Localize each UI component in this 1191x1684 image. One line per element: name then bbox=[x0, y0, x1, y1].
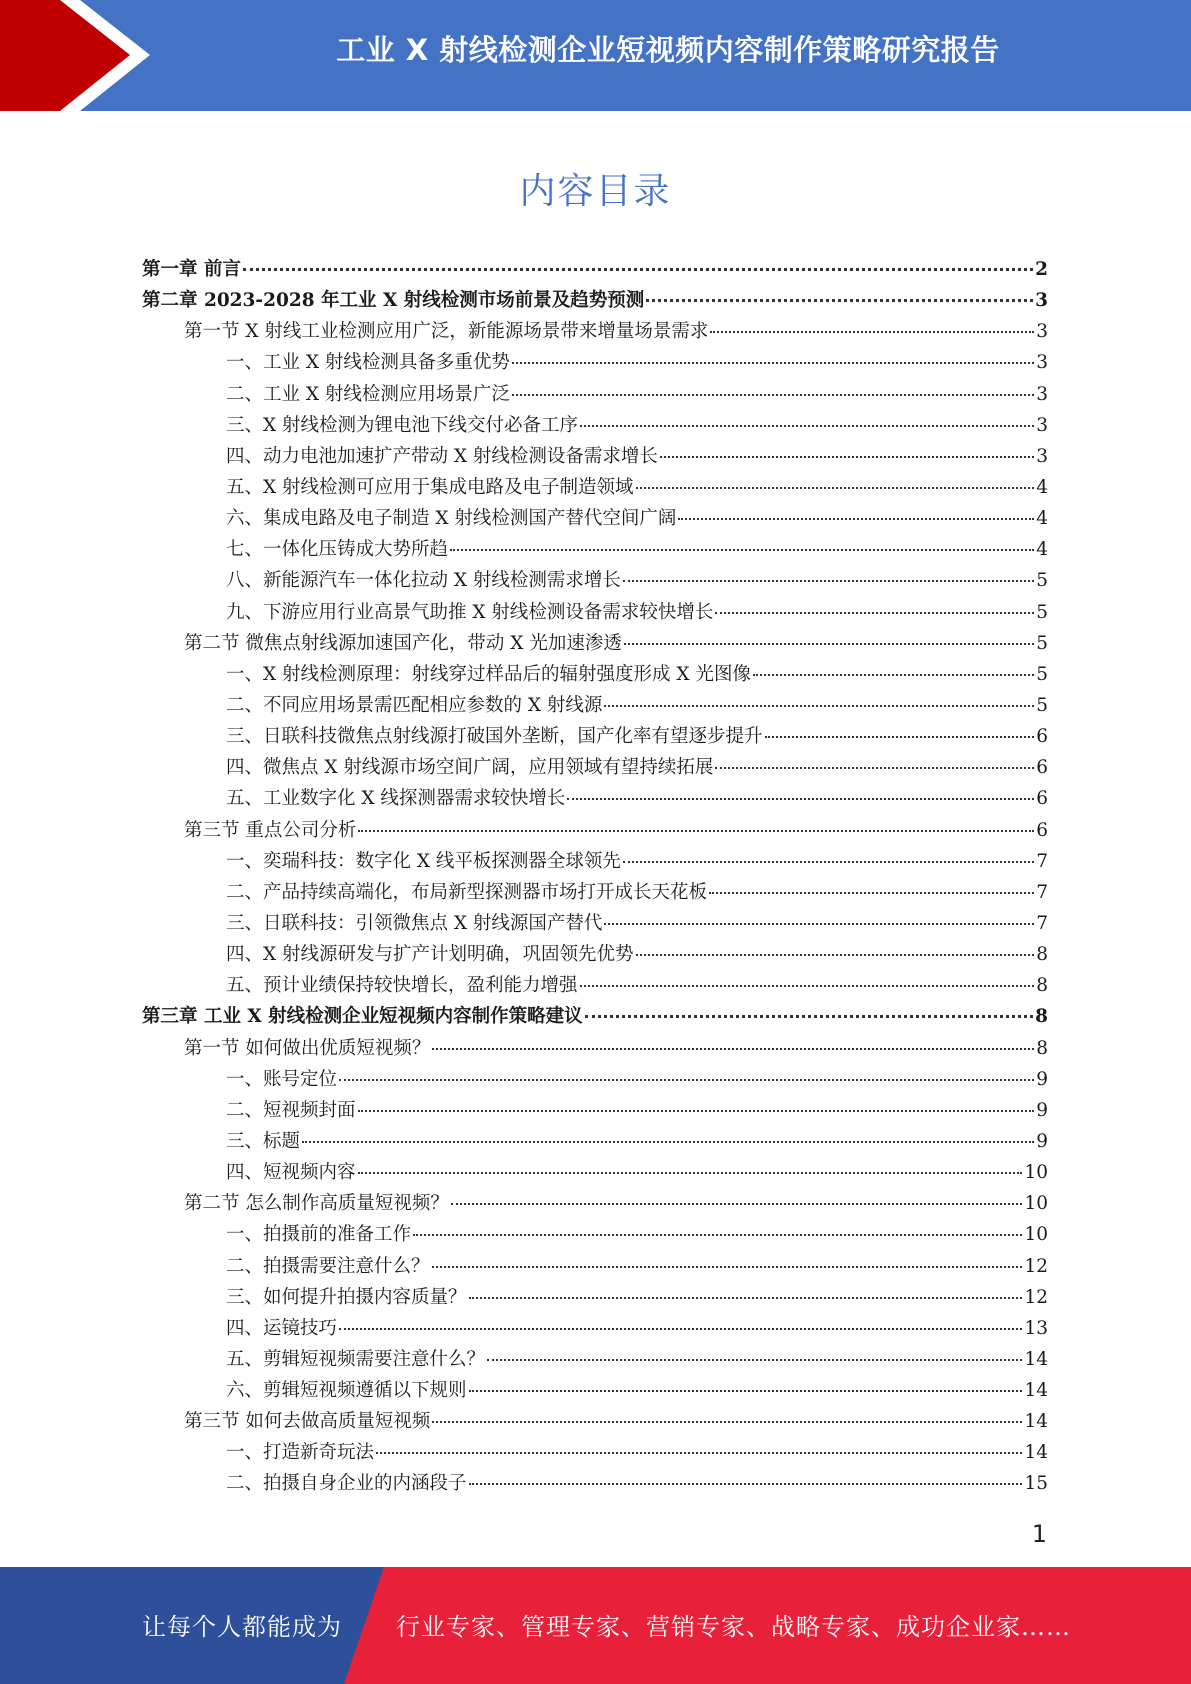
toc-entry-label: 第二节 怎么制作高质量短视频？ bbox=[184, 1193, 449, 1215]
toc-entry-label: 三、如何提升拍摄内容质量？ bbox=[226, 1286, 467, 1308]
toc-entry-page: 15 bbox=[1024, 1473, 1048, 1495]
toc-entry[interactable] bbox=[142, 752, 1048, 783]
toc-entry-page: 7 bbox=[1036, 912, 1048, 934]
toc-entry-page: 9 bbox=[1036, 1068, 1048, 1090]
toc-dot-leader bbox=[710, 331, 1034, 333]
toc-entry-page: 3 bbox=[1035, 290, 1048, 312]
footer-slogan-right: 行业专家、管理专家、营销专家、战略专家、成功企业家…… bbox=[396, 1613, 1071, 1641]
toc-entry[interactable] bbox=[142, 1313, 1048, 1344]
toc-entry-page: 13 bbox=[1024, 1317, 1048, 1339]
toc-entry[interactable] bbox=[142, 410, 1048, 441]
toc-entry[interactable] bbox=[142, 783, 1048, 814]
toc-entry-page: 3 bbox=[1036, 321, 1048, 343]
toc-entry[interactable] bbox=[142, 503, 1048, 534]
toc-entry[interactable] bbox=[142, 347, 1048, 378]
footer-slogan-left: 让每个人都能成为 bbox=[142, 1613, 342, 1641]
toc-entry-label: 五、X 射线检测可应用于集成电路及电子制造领域 bbox=[226, 476, 634, 498]
toc-dot-leader bbox=[623, 580, 1034, 582]
toc-entry-page: 12 bbox=[1024, 1286, 1048, 1308]
toc-entry[interactable] bbox=[142, 285, 1048, 316]
toc-entry-label: 七、一体化压铸成大势所趋 bbox=[226, 539, 449, 561]
toc-entry-label: 二、工业 X 射线检测应用场景广泛 bbox=[226, 383, 510, 405]
toc-entry[interactable] bbox=[142, 254, 1048, 285]
toc-dot-leader bbox=[243, 268, 1033, 271]
page-number: 1 bbox=[1031, 1520, 1047, 1548]
toc-entry-label: 第三节 重点公司分析 bbox=[184, 819, 357, 841]
toc-dot-leader bbox=[585, 1015, 1033, 1018]
toc-entry-page: 3 bbox=[1036, 352, 1048, 374]
toc-entry[interactable] bbox=[142, 1406, 1048, 1437]
toc-entry-page: 6 bbox=[1036, 788, 1048, 810]
toc-dot-leader bbox=[358, 1172, 1023, 1174]
toc-entry-page: 6 bbox=[1036, 757, 1048, 779]
toc-entry-page: 3 bbox=[1036, 414, 1048, 436]
toc-entry[interactable] bbox=[142, 1344, 1048, 1375]
toc-entry-label: 五、工业数字化 X 线探测器需求较快增长 bbox=[226, 788, 566, 810]
toc-dot-leader bbox=[623, 861, 1034, 863]
toc-entry[interactable] bbox=[142, 970, 1048, 1001]
toc-entry-page: 5 bbox=[1036, 601, 1048, 623]
toc-entry-label: 一、工业 X 射线检测具备多重优势 bbox=[226, 352, 510, 374]
toc-entry[interactable] bbox=[142, 1064, 1048, 1095]
toc-dot-leader bbox=[604, 923, 1034, 925]
toc-entry-label: 第二节 微焦点射线源加速国产化，带动 X 光加速渗透 bbox=[184, 632, 622, 654]
toc-entry-page: 6 bbox=[1036, 726, 1048, 748]
toc-entry[interactable] bbox=[142, 316, 1048, 347]
toc-entry[interactable] bbox=[142, 1219, 1048, 1250]
toc-entry-label: 第三章 工业 X 射线检测企业短视频内容制作策略建议 bbox=[142, 1006, 583, 1028]
toc-dot-leader bbox=[512, 362, 1034, 364]
toc-entry[interactable] bbox=[142, 908, 1048, 939]
toc-entry-label: 第一章 前言 bbox=[142, 259, 241, 280]
toc-entry-page: 3 bbox=[1036, 445, 1048, 467]
toc-dot-leader bbox=[339, 1079, 1034, 1081]
toc-dot-leader bbox=[624, 643, 1034, 645]
toc-entry-label: 六、集成电路及电子制造 X 射线检测国产替代空间广阔 bbox=[226, 508, 677, 530]
toc-entry-label: 一、打造新奇玩法 bbox=[226, 1442, 375, 1464]
toc-entry-page: 4 bbox=[1036, 539, 1048, 561]
toc-entry-page: 5 bbox=[1036, 663, 1048, 685]
toc-entry[interactable] bbox=[142, 1282, 1048, 1313]
toc-dot-leader bbox=[753, 674, 1034, 676]
toc-heading: 内容目录 bbox=[519, 171, 672, 212]
toc-entry[interactable] bbox=[142, 1001, 1048, 1032]
toc-entry-label: 二、拍摄需要注意什么？ bbox=[226, 1255, 430, 1277]
toc-dot-leader bbox=[432, 1421, 1022, 1423]
toc-entry[interactable] bbox=[142, 1251, 1048, 1282]
toc-entry-page: 2 bbox=[1035, 259, 1048, 280]
toc-entry[interactable] bbox=[142, 1188, 1048, 1219]
toc-entry[interactable] bbox=[142, 441, 1048, 472]
toc-dot-leader bbox=[604, 705, 1034, 707]
toc-entry[interactable] bbox=[142, 721, 1048, 752]
toc-entry-page: 9 bbox=[1036, 1099, 1048, 1121]
toc-entry-label: 四、短视频内容 bbox=[226, 1162, 356, 1184]
toc-entry-label: 二、短视频封面 bbox=[226, 1099, 356, 1121]
toc-dot-leader bbox=[487, 1359, 1022, 1361]
toc-entry-label: 六、剪辑短视频遵循以下规则 bbox=[226, 1380, 467, 1402]
toc-dot-leader bbox=[358, 1110, 1035, 1112]
toc-entry-label: 五、预计业绩保持较快增长，盈利能力增强 bbox=[226, 975, 578, 997]
toc-entry-page: 14 bbox=[1024, 1411, 1048, 1433]
toc-dot-leader bbox=[678, 518, 1034, 520]
toc-entry-page: 10 bbox=[1024, 1162, 1048, 1184]
toc-entry[interactable] bbox=[142, 1095, 1048, 1126]
toc-entry[interactable] bbox=[142, 846, 1048, 877]
toc-dot-leader bbox=[715, 612, 1034, 614]
footer-banner bbox=[0, 1567, 1191, 1684]
toc-dot-leader bbox=[450, 549, 1034, 551]
toc-dot-leader bbox=[646, 299, 1033, 302]
toc-entry-label: 第三节 如何去做高质量短视频 bbox=[184, 1411, 431, 1433]
toc-entry-page: 10 bbox=[1024, 1224, 1048, 1246]
toc-entry-label: 第二章 2023-2028 年工业 X 射线检测市场前景及趋势预测 bbox=[142, 290, 645, 312]
report-title: 工业 X 射线检测企业短视频内容制作策略研究报告 bbox=[336, 33, 1000, 67]
toc-entry-label: 四、微焦点 X 射线源市场空间广阔，应用领域有望持续拓展 bbox=[226, 757, 714, 779]
toc-entry-label: 三、日联科技：引领微焦点 X 射线源国产替代 bbox=[226, 912, 603, 934]
table-of-contents bbox=[142, 254, 1048, 1500]
toc-entry[interactable] bbox=[142, 1468, 1048, 1499]
toc-entry-label: 一、拍摄前的准备工作 bbox=[226, 1224, 412, 1246]
toc-entry[interactable] bbox=[142, 1157, 1048, 1188]
toc-dot-leader bbox=[580, 985, 1035, 987]
toc-entry-label: 三、X 射线检测为锂电池下线交付必备工序 bbox=[226, 414, 579, 436]
toc-entry-label: 八、新能源汽车一体化拉动 X 射线检测需求增长 bbox=[226, 570, 621, 592]
header-banner bbox=[0, 0, 1191, 111]
toc-entry[interactable] bbox=[142, 877, 1048, 908]
toc-entry-page: 5 bbox=[1036, 570, 1048, 592]
toc-entry[interactable] bbox=[142, 628, 1048, 659]
toc-entry-page: 14 bbox=[1024, 1348, 1048, 1370]
toc-entry-label: 三、日联科技微焦点射线源打破国外垄断，国产化率有望逐步提升 bbox=[226, 726, 763, 748]
toc-entry[interactable] bbox=[142, 565, 1048, 596]
toc-entry-page: 8 bbox=[1036, 1037, 1048, 1059]
toc-entry-page: 3 bbox=[1036, 383, 1048, 405]
toc-entry-page: 8 bbox=[1036, 975, 1048, 997]
toc-entry[interactable] bbox=[142, 597, 1048, 628]
toc-entry-page: 5 bbox=[1036, 632, 1048, 654]
toc-dot-leader bbox=[660, 456, 1034, 458]
toc-entry-label: 三、标题 bbox=[226, 1130, 301, 1152]
toc-dot-leader bbox=[469, 1297, 1023, 1299]
toc-dot-leader bbox=[636, 954, 1035, 956]
toc-entry-label: 二、拍摄自身企业的内涵段子 bbox=[226, 1473, 467, 1495]
toc-dot-leader bbox=[765, 736, 1035, 738]
toc-dot-leader bbox=[339, 1328, 1022, 1330]
toc-dot-leader bbox=[432, 1266, 1023, 1268]
toc-entry[interactable] bbox=[142, 815, 1048, 846]
toc-entry[interactable] bbox=[142, 379, 1048, 410]
toc-entry-label: 一、账号定位 bbox=[226, 1068, 338, 1090]
toc-entry[interactable] bbox=[142, 939, 1048, 970]
toc-dot-leader bbox=[567, 798, 1034, 800]
toc-entry[interactable] bbox=[142, 1126, 1048, 1157]
toc-entry[interactable] bbox=[142, 472, 1048, 503]
toc-entry-page: 14 bbox=[1024, 1442, 1048, 1464]
toc-dot-leader bbox=[709, 892, 1034, 894]
toc-entry-page: 7 bbox=[1036, 881, 1048, 903]
toc-dot-leader bbox=[358, 830, 1034, 832]
toc-entry[interactable] bbox=[142, 690, 1048, 721]
toc-dot-leader bbox=[413, 1234, 1022, 1236]
toc-dot-leader bbox=[302, 1141, 1034, 1143]
toc-entry-label: 二、不同应用场景需匹配相应参数的 X 射线源 bbox=[226, 694, 603, 716]
toc-dot-leader bbox=[512, 394, 1034, 396]
toc-entry-page: 9 bbox=[1036, 1130, 1048, 1152]
toc-entry-page: 14 bbox=[1024, 1380, 1048, 1402]
toc-entry-page: 4 bbox=[1036, 476, 1048, 498]
toc-entry-label: 四、X 射线源研发与扩产计划明确，巩固领先优势 bbox=[226, 944, 634, 966]
toc-entry-label: 四、动力电池加速扩产带动 X 射线检测设备需求增长 bbox=[226, 445, 658, 467]
toc-dot-leader bbox=[432, 1048, 1034, 1050]
toc-dot-leader bbox=[376, 1452, 1022, 1454]
toc-dot-leader bbox=[469, 1390, 1023, 1392]
toc-entry[interactable] bbox=[142, 534, 1048, 565]
toc-entry-page: 6 bbox=[1036, 819, 1048, 841]
toc-entry-page: 8 bbox=[1036, 944, 1048, 966]
toc-entry-page: 5 bbox=[1036, 694, 1048, 716]
toc-dot-leader bbox=[715, 767, 1034, 769]
toc-entry[interactable] bbox=[142, 1375, 1048, 1406]
toc-dot-leader bbox=[580, 425, 1034, 427]
toc-entry[interactable] bbox=[142, 1437, 1048, 1468]
toc-entry[interactable] bbox=[142, 659, 1048, 690]
toc-entry-label: 五、剪辑短视频需要注意什么？ bbox=[226, 1348, 486, 1370]
toc-entry[interactable] bbox=[142, 1033, 1048, 1064]
toc-entry-label: 一、奕瑞科技：数字化 X 线平板探测器全球领先 bbox=[226, 850, 621, 872]
toc-entry-page: 8 bbox=[1035, 1006, 1048, 1028]
toc-dot-leader bbox=[636, 487, 1035, 489]
toc-entry-label: 四、运镜技巧 bbox=[226, 1317, 338, 1339]
toc-entry-page: 4 bbox=[1036, 508, 1048, 530]
toc-entry-label: 九、下游应用行业高景气助推 X 射线检测设备需求较快增长 bbox=[226, 601, 714, 623]
toc-entry-label: 第一节 X 射线工业检测应用广泛，新能源场景带来增量场景需求 bbox=[184, 321, 709, 343]
toc-entry-label: 一、X 射线检测原理：射线穿过样品后的辐射强度形成 X 光图像 bbox=[226, 663, 751, 685]
toc-entry-page: 10 bbox=[1024, 1193, 1048, 1215]
toc-entry-label: 第一节 如何做出优质短视频？ bbox=[184, 1037, 431, 1059]
toc-dot-leader bbox=[451, 1203, 1023, 1205]
toc-entry-page: 7 bbox=[1036, 850, 1048, 872]
toc-entry-label: 二、产品持续高端化，布局新型探测器市场打开成长天花板 bbox=[226, 881, 708, 903]
toc-dot-leader bbox=[469, 1483, 1023, 1485]
toc-entry-page: 12 bbox=[1024, 1255, 1048, 1277]
